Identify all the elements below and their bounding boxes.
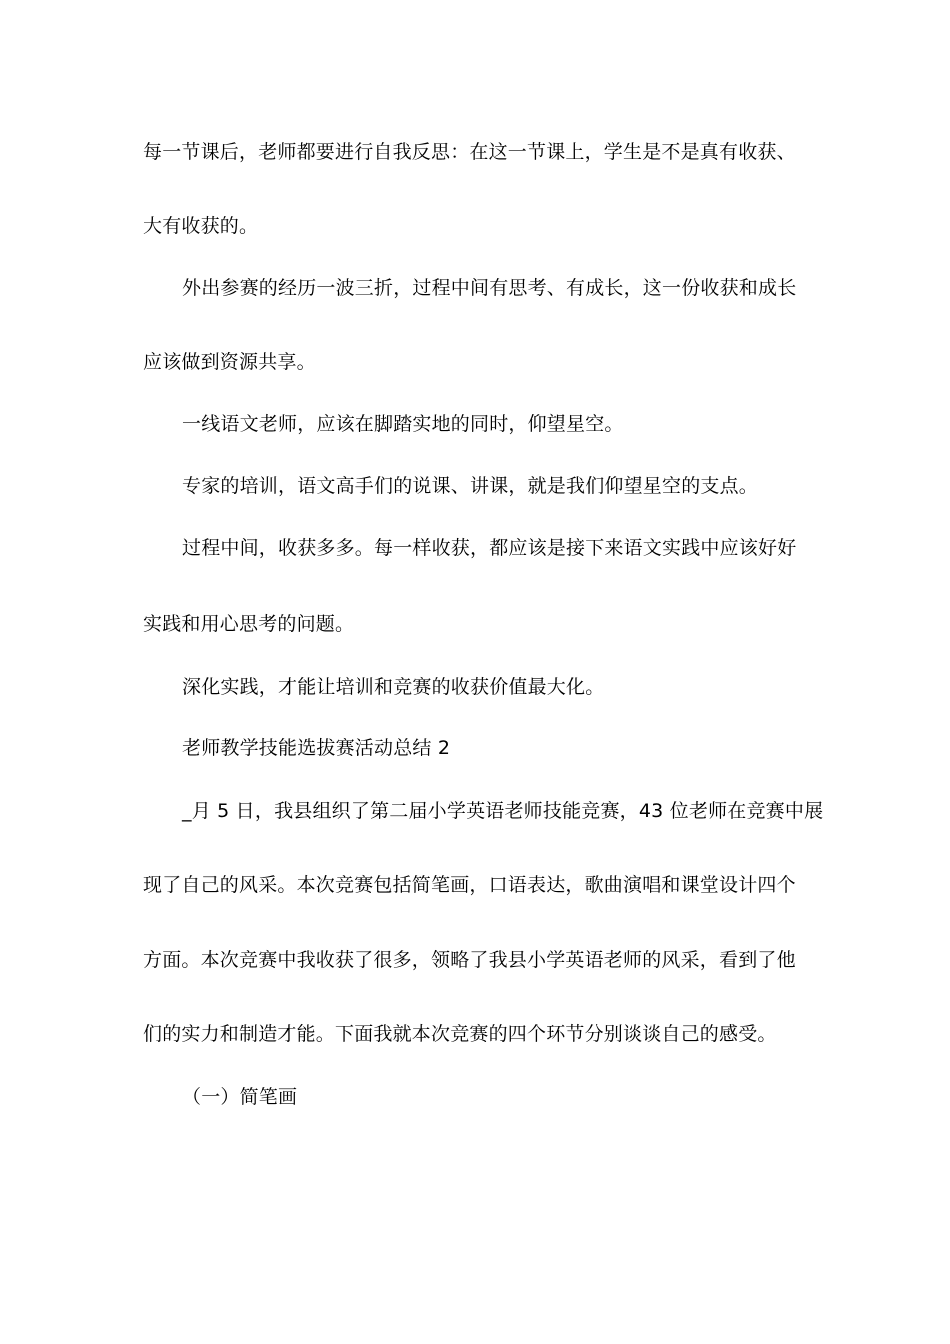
paragraph-line: 专家的培训，语文高手们的说课、讲课，就是我们仰望星空的支点。: [182, 475, 759, 497]
paragraph-line: 大有收获的。: [143, 215, 259, 237]
paragraph-line: 现了自己的风采。本次竞赛包括简笔画，口语表达，歌曲演唱和课堂设计四个: [143, 874, 796, 896]
paragraph-line: 深化实践，才能让培训和竞赛的收获价值最大化。: [182, 676, 605, 698]
paragraph-line: 一线语文老师，应该在脚踏实地的同时，仰望星空。: [182, 413, 624, 435]
paragraph-line: 们的实力和制造才能。下面我就本次竞赛的四个环节分别谈谈自己的感受。: [143, 1023, 777, 1045]
paragraph-line: 每一节课后，老师都要进行自我反思：在这一节课上，学生是不是真有收获、: [143, 141, 796, 163]
paragraph-line: 应该做到资源共享。: [143, 351, 316, 373]
section-heading: 老师教学技能选拔赛活动总结 2: [182, 737, 451, 759]
paragraph-line: _月 5 日，我县组织了第二届小学英语老师技能竞赛，43 位老师在竞赛中展: [182, 800, 824, 822]
paragraph-line: 外出参赛的经历一波三折，过程中间有思考、有成长，这一份收获和成长: [182, 277, 797, 299]
subsection-heading: （一）简笔画: [182, 1086, 298, 1108]
paragraph-line: 过程中间，收获多多。每一样收获，都应该是接下来语文实践中应该好好: [182, 537, 797, 559]
paragraph-line: 方面。本次竞赛中我收获了很多，领略了我县小学英语老师的风采，看到了他: [143, 949, 796, 971]
paragraph-line: 实践和用心思考的问题。: [143, 613, 355, 635]
